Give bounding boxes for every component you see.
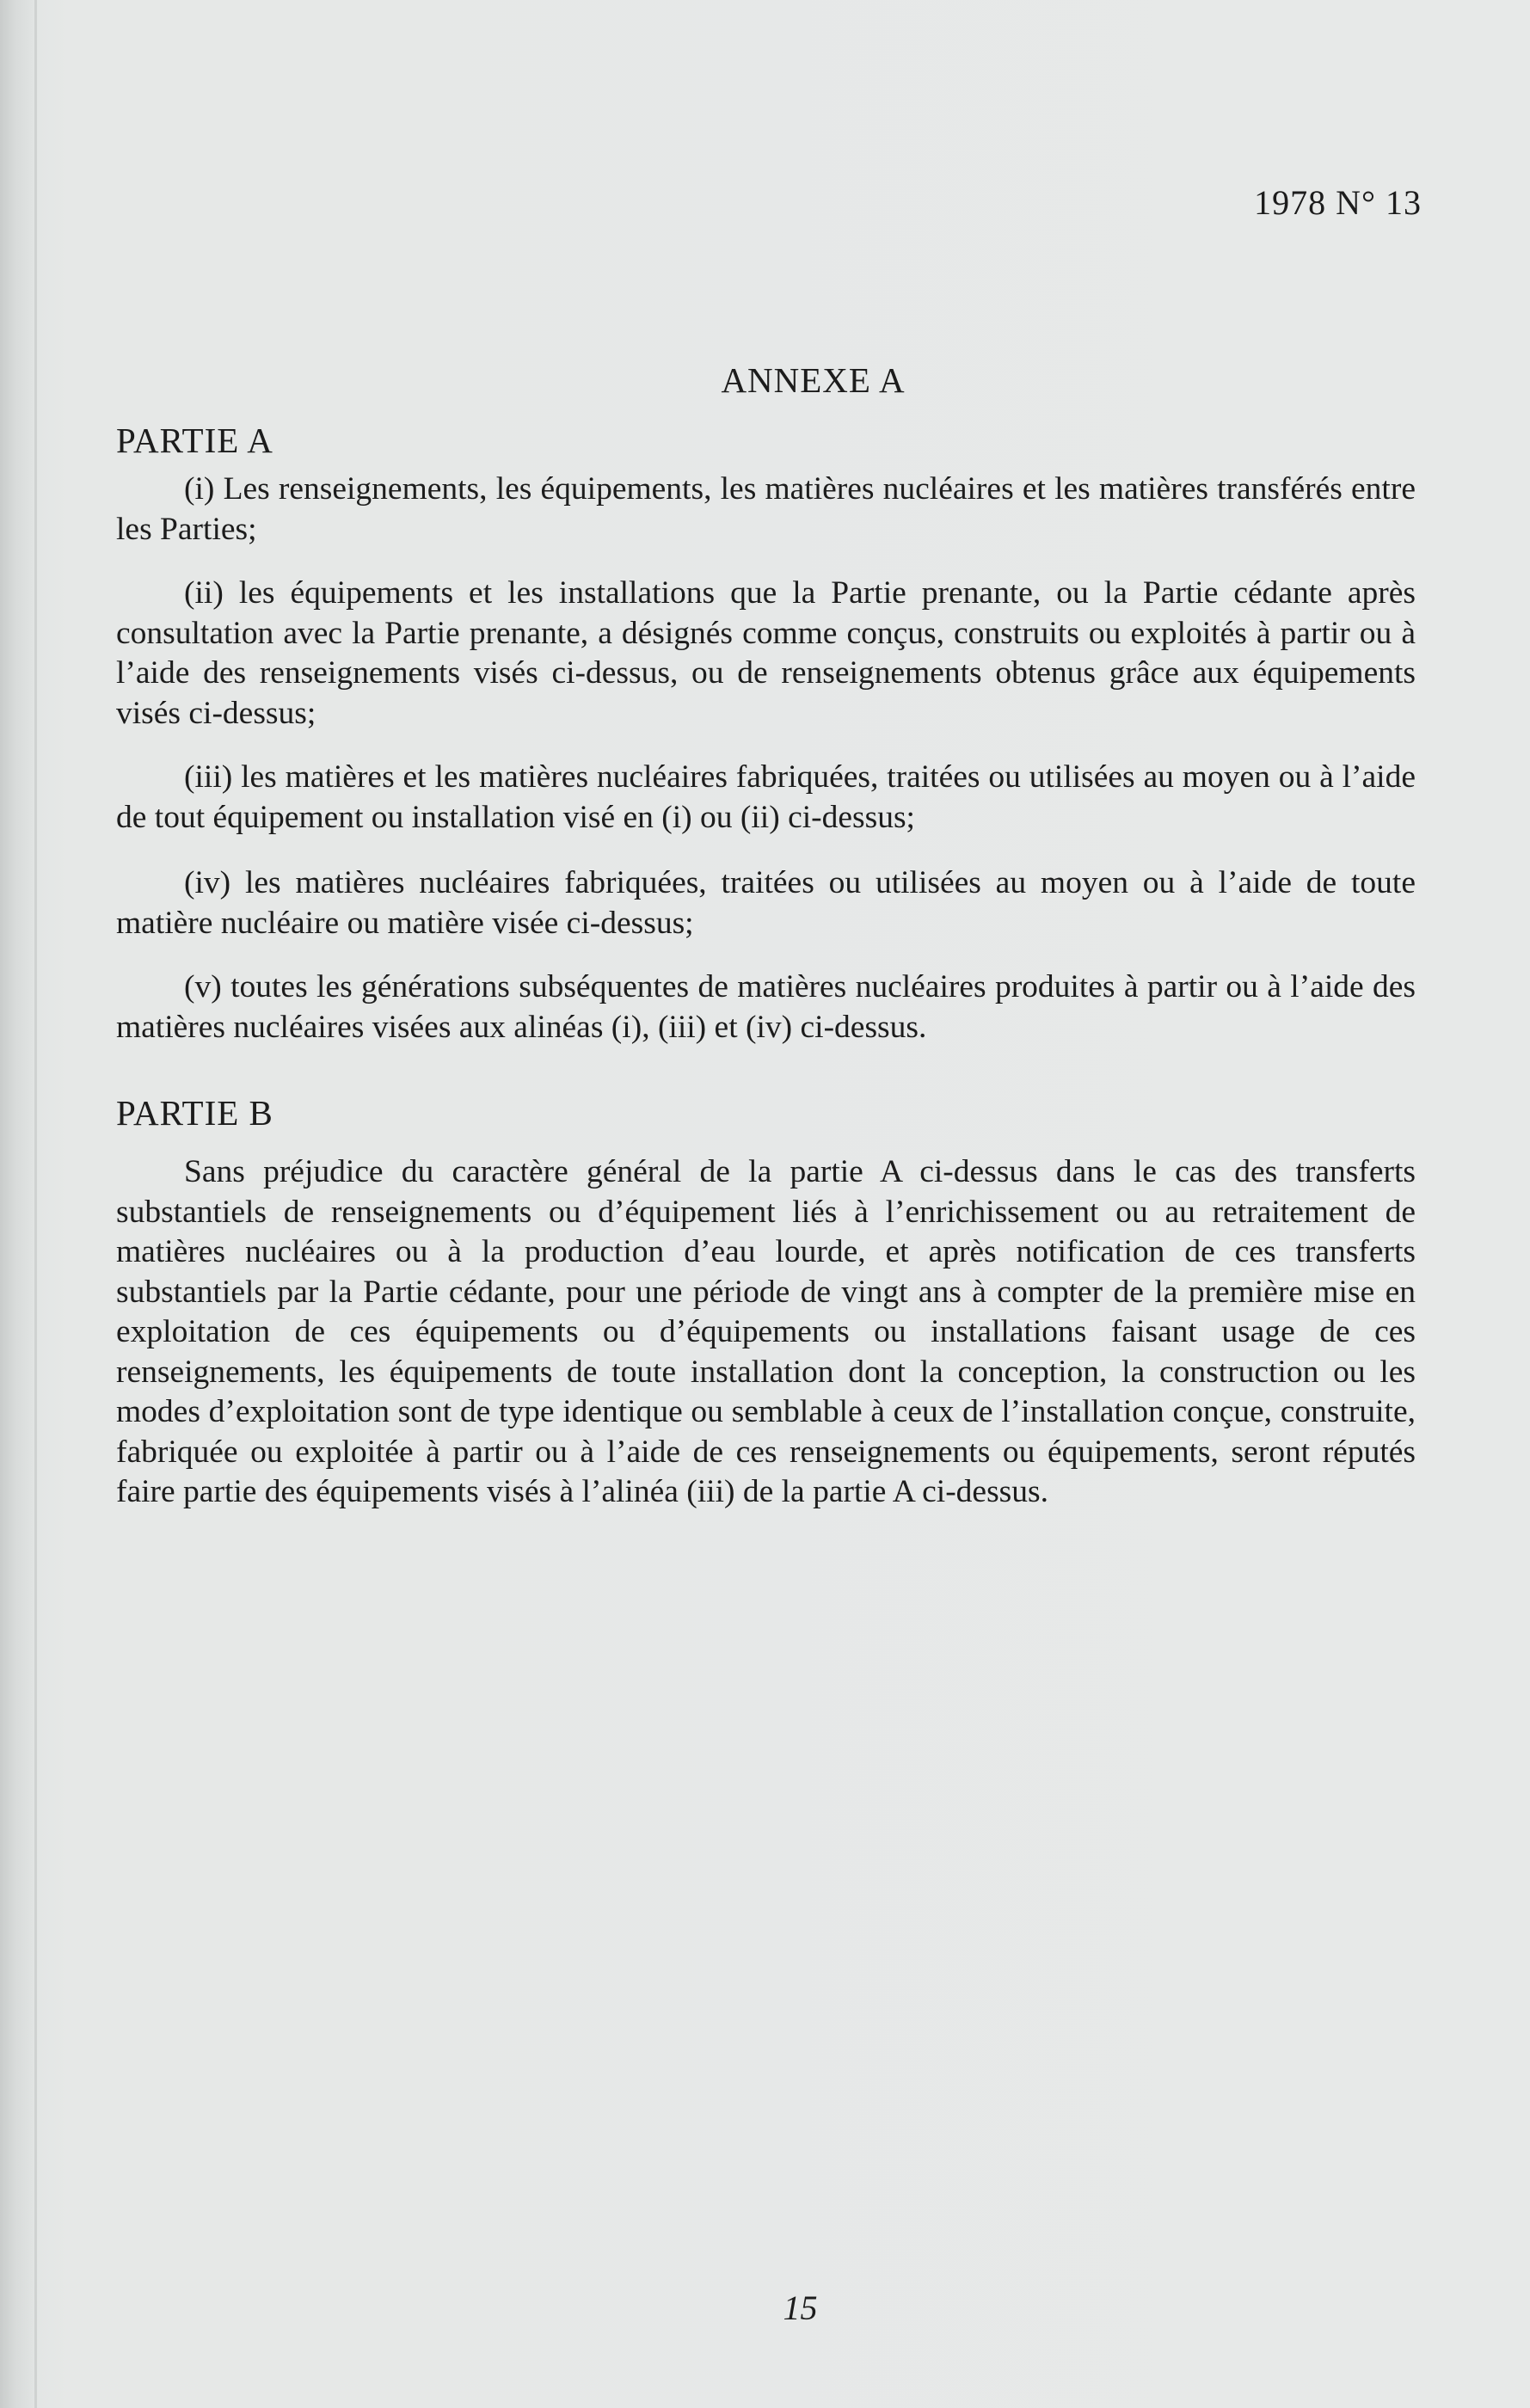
partie-a-item-v: (v) toutes les générations subséquentes de matières nucléaires produites à partir ou à l’aide des matières nucléaires visées aux alinéas (i), (iii) et (iv) ci-dessus. xyxy=(116,969,1416,1045)
partie-a-item-i: (i) Les renseignements, les équipements, les matières nucléaires et les matières transférés entre les Parties; xyxy=(116,471,1416,547)
partie-b-text: Sans préjudice du caractère général de la partie A ci-dessus dans le cas des transferts substantiels de renseignements ou d’équipement liés à l’enrichissement ou au retraitement de matières nucléaires ou à la production d’eau lourde, et après notification de ces transferts substantiels par la Partie cédante, pour une période de vingt ans à compter de la première mise en exploitation de ces équipements ou d’équipements ou installations faisant usage de ces renseignements, les équipements de toute installation dont la conception, la construction ou les modes d’exploitation sont de type identique ou semblable à ceux de l’installation conçue, construite, fabriquée ou exploitée à partir ou à l’aide de ces renseignements ou équipements, seront réputés faire partie des équipements visés à l’alinéa (iii) de la partie A ci-dessus. xyxy=(116,1154,1416,1509)
partie-b-heading: PARTIE B xyxy=(116,1093,273,1133)
partie-a-item-iv: (iv) les matières nucléaires fabriquées, traitées ou utilisées au moyen ou à l’aide de toute matière nucléaire ou matière visée ci-dessus; xyxy=(116,865,1416,941)
partie-a-item-iii: (iii) les matières et les matières nucléaires fabriquées, traitées ou utilisées au moyen ou à l’aide de tout équipement ou installation visé en (i) ou (ii) ci-dessus; xyxy=(116,759,1416,835)
partie-a-item-ii: (ii) les équipements et les installations que la Partie prenante, ou la Partie cédante après consultation avec la Partie prenante, a désignés comme conçus, construits ou exploités à partir ou à l’aide des renseignements visés ci-dessus, ou de renseignements obtenus grâce aux équipements visés ci-dessus; xyxy=(116,575,1416,731)
partie-a-heading: PARTIE A xyxy=(116,421,273,460)
document-reference: 1978 N° 13 xyxy=(1254,183,1422,222)
page-number: 15 xyxy=(783,2288,818,2327)
annex-title: ANNEXE A xyxy=(721,360,906,400)
